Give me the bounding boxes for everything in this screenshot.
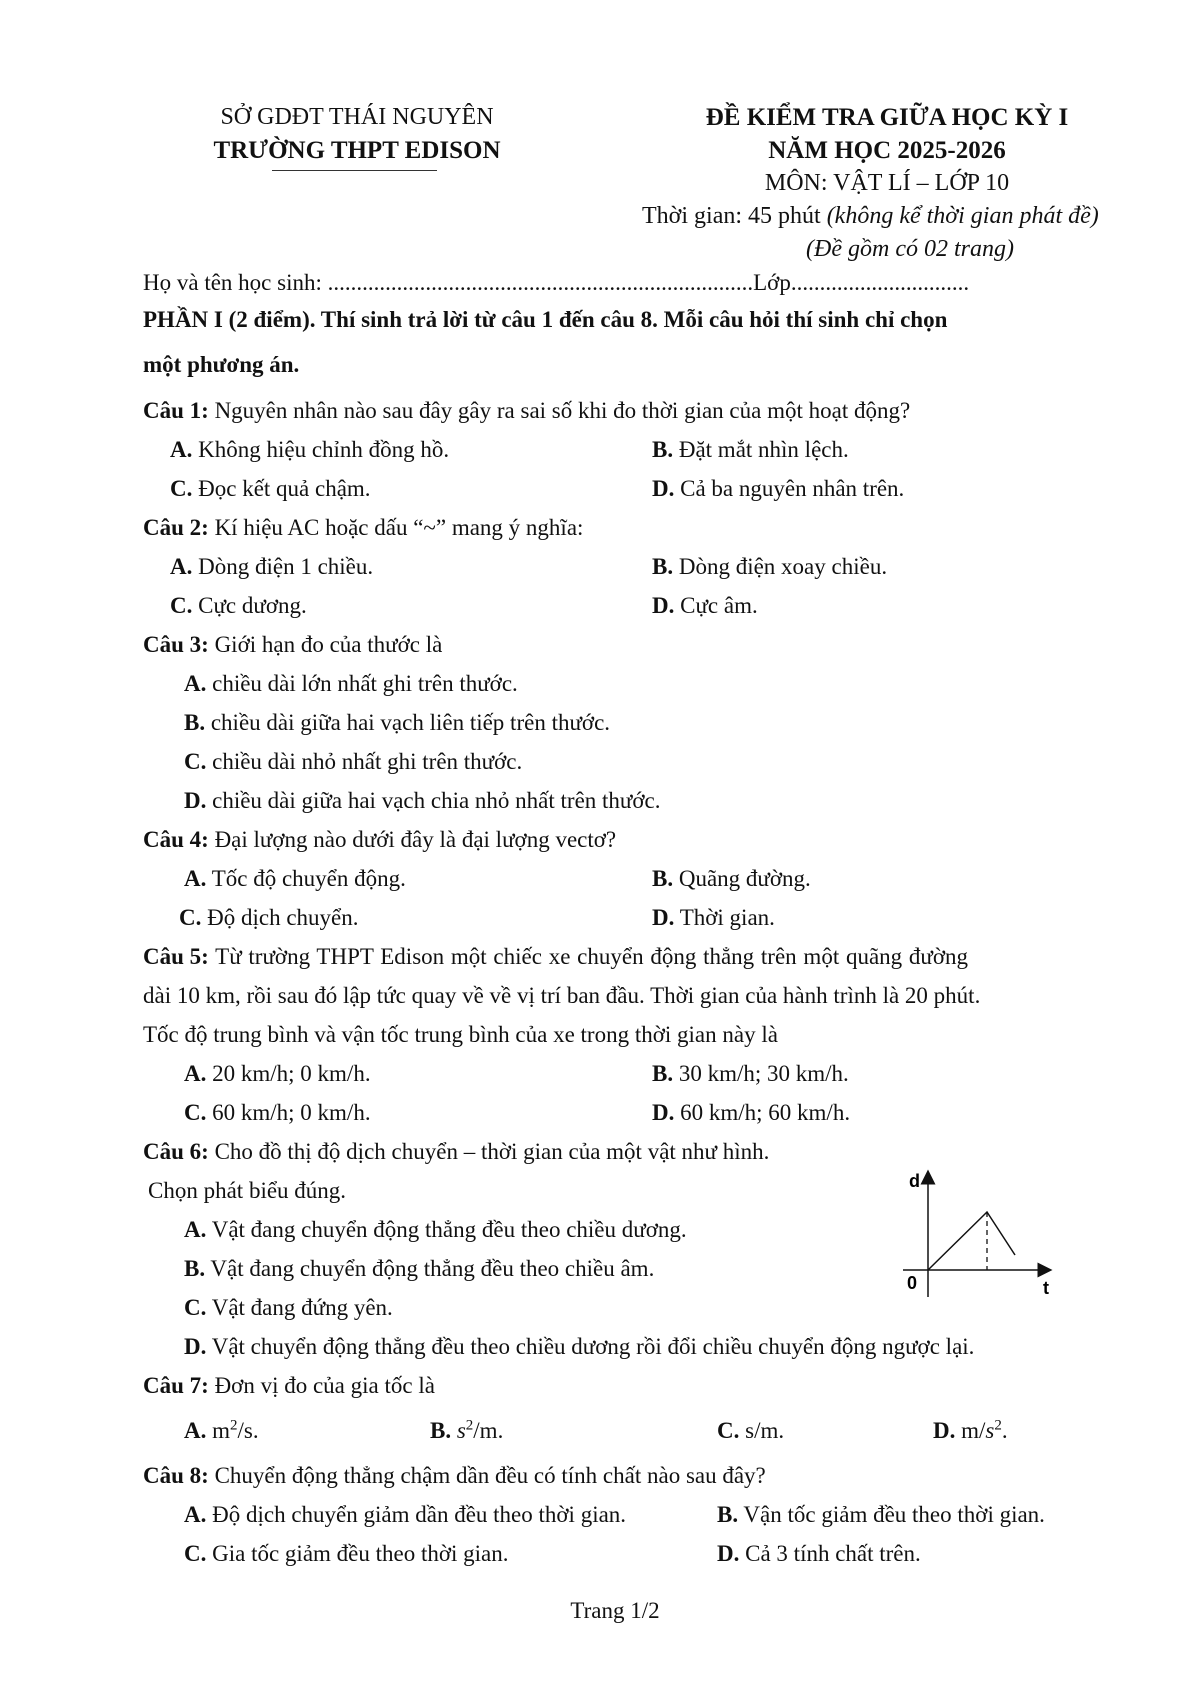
time-prefix: Thời gian: 45 phút xyxy=(642,203,827,229)
q2-option-a: A. Dòng điện 1 chiều. xyxy=(170,554,374,579)
question-3: Câu 3: Giới hạn đo của thước là xyxy=(143,632,443,657)
q6-prompt: Chọn phát biểu đúng. xyxy=(148,1178,347,1203)
q4-option-b: B. Quãng đường. xyxy=(652,866,811,891)
question-5-line2: dài 10 km, rồi sau đó lập tức quay về về vị trí ban đầu. Thời gian của hành trình là 20 phút. xyxy=(143,983,981,1008)
q3-option-c: C. chiều dài nhỏ nhất ghi trên thước. xyxy=(184,749,523,774)
school-year: NĂM HỌC 2025-2026 xyxy=(768,137,1006,164)
q7-option-a: A. $m^2/s$. xyxy=(184,1417,259,1443)
q2-option-b: B. Dòng điện xoay chiều. xyxy=(652,554,888,579)
question-7: Câu 7: Đơn vị đo của gia tốc là xyxy=(143,1373,435,1398)
q8-option-a: A. Độ dịch chuyển giảm dần đều theo thời gian. xyxy=(184,1502,627,1527)
q8-option-c: C. Gia tốc giảm đều theo thời gian. xyxy=(184,1541,509,1566)
q5-option-c: C. 60 km/h; 0 km/h. xyxy=(184,1100,371,1125)
q5-option-b: B. 30 km/h; 30 km/h. xyxy=(652,1061,849,1086)
q3-option-a: A. chiều dài lớn nhất ghi trên thước. xyxy=(184,671,518,696)
page-number: Trang 1/2 xyxy=(570,1598,660,1623)
exam-title: ĐỀ KIỂM TRA GIỮA HỌC KỲ I xyxy=(705,104,1069,131)
subject-line: MÔN: VẬT LÍ – LỚP 10 xyxy=(764,170,1010,196)
time-line xyxy=(642,203,1099,230)
q5-option-d: D. 60 km/h; 60 km/h. xyxy=(652,1100,851,1125)
question-1: Câu 1: Nguyên nhân nào sau đây gây ra sai số khi đo thời gian của một hoạt động? xyxy=(143,398,911,423)
q7-option-b: B. $s^2/m$. xyxy=(430,1417,504,1443)
graph-origin-label: 0 xyxy=(907,1273,918,1293)
q1-option-c: C. Đọc kết quả chậm. xyxy=(170,476,371,501)
q6-option-a: A. Vật đang chuyển động thẳng đều theo chiều dương. xyxy=(184,1217,687,1242)
q1-option-a: A. Không hiệu chỉnh đồng hồ. xyxy=(170,437,450,462)
school-underline xyxy=(272,170,437,171)
q1-option-b: B. Đặt mắt nhìn lệch. xyxy=(652,437,849,462)
student-info-line: Họ và tên học sinh: ..........................................................................Lớp............................... xyxy=(143,270,970,295)
q7-option-d: D. $m/s^2$. xyxy=(933,1417,1008,1443)
q6-option-d: D. Vật chuyển động thẳng đều theo chiều dương rồi đổi chiều chuyển động ngược lại. xyxy=(184,1334,975,1359)
school-name: TRƯỜNG THPT EDISON xyxy=(213,137,501,164)
q4-option-c: C. Độ dịch chuyển. xyxy=(179,905,359,930)
q3-option-d: D. chiều dài giữa hai vạch chia nhỏ nhất trên thước. xyxy=(184,788,661,813)
displacement-time-graph xyxy=(895,1165,1075,1305)
graph-x-label: t xyxy=(1043,1278,1049,1298)
question-8: Câu 8: Chuyển động thẳng chậm dần đều có tính chất nào sau đây? xyxy=(143,1463,766,1488)
question-5-line3: Tốc độ trung bình và vận tốc trung bình của xe trong thời gian này là xyxy=(143,1022,778,1047)
q5-option-a: A. 20 km/h; 0 km/h. xyxy=(184,1061,371,1086)
graph-line xyxy=(928,1212,1015,1270)
department-name: SỞ GDĐT THÁI NGUYÊN xyxy=(220,104,494,130)
time-note: (không kể thời gian phát đề) xyxy=(826,203,1099,229)
pages-note: (Đề gồm có 02 trang) xyxy=(806,236,1014,262)
q3-option-b: B. chiều dài giữa hai vạch liên tiếp trên thước. xyxy=(184,710,611,735)
q8-option-b: B. Vận tốc giảm đều theo thời gian. xyxy=(717,1502,1045,1527)
q7-option-c: C. s/m. xyxy=(717,1418,785,1443)
q4-option-d: D. Thời gian. xyxy=(652,905,775,930)
q4-option-a: A. Tốc độ chuyển động. xyxy=(184,866,406,891)
q6-option-b: B. Vật đang chuyển động thẳng đều theo chiều âm. xyxy=(184,1256,655,1281)
graph-y-label: d xyxy=(909,1171,920,1191)
q2-option-c: C. Cực dương. xyxy=(170,593,307,618)
question-6: Câu 6: Cho đồ thị độ dịch chuyển – thời gian của một vật như hình. xyxy=(143,1139,770,1164)
q8-option-d: D. Cả 3 tính chất trên. xyxy=(717,1541,921,1566)
q1-option-d: D. Cả ba nguyên nhân trên. xyxy=(652,476,905,501)
question-4: Câu 4: Đại lượng nào dưới đây là đại lượng vectơ? xyxy=(143,827,617,852)
part1-instruction-line2: một phương án. xyxy=(143,352,300,377)
q2-option-d: D. Cực âm. xyxy=(652,593,758,618)
q6-option-c: C. Vật đang đứng yên. xyxy=(184,1295,393,1320)
question-2: Câu 2: Kí hiệu AC hoặc dấu “~” mang ý nghĩa: xyxy=(143,515,584,540)
question-5-line1: Câu 5: Từ trường THPT Edison một chiếc xe chuyển động thẳng trên một quãng đường xyxy=(143,944,969,969)
part1-instruction-line1: PHẦN I (2 điểm). Thí sinh trả lời từ câu 1 đến câu 8. Mỗi câu hỏi thí sinh chỉ chọn xyxy=(143,307,948,332)
